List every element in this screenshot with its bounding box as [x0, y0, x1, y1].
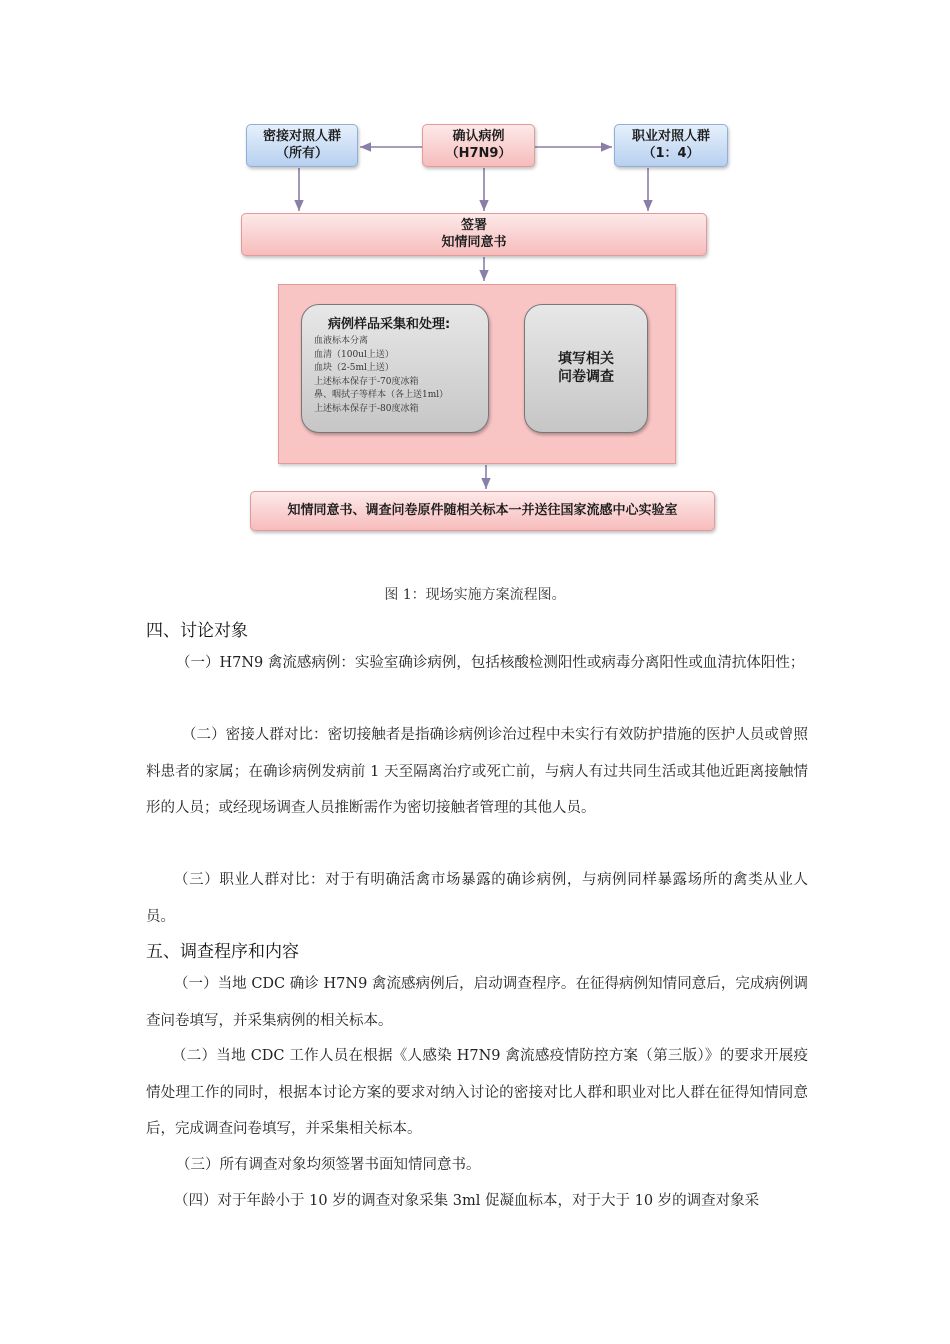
occupational-group-subtitle: （1：4） [642, 145, 700, 161]
confirmed-case-subtitle: （H7N9） [445, 145, 512, 161]
sample-item: 血清（100ul上送） [314, 349, 394, 360]
sample-item: 上述标本保存于-80度冰箱 [314, 403, 419, 414]
sample-processing-title: 病例样品采集和处理: [328, 317, 451, 332]
confirmed-case-box [422, 124, 535, 167]
contacts-group-subtitle: （所有） [275, 145, 328, 161]
figure-caption: 图 1：现场实施方案流程图。 [384, 587, 566, 603]
occupational-group-title: 职业对照人群 [631, 129, 710, 145]
consent-subtitle: 知情同意书 [441, 234, 507, 250]
confirmed-case-title: 确认病例 [452, 129, 505, 145]
contacts-group-box [246, 124, 358, 167]
questionnaire-title: 填写相关 [558, 351, 614, 367]
section-4-paragraph-1: （一）H7N9 禽流感病例：实验室确诊病例，包括核酸检测阳性或病毒分离阳性或血清抗体阳性； [176, 655, 805, 671]
flowchart-arrows [0, 0, 950, 560]
questionnaire-box [524, 304, 648, 433]
section-5-paragraph-1: （一）当地 CDC 确诊 H7N9 禽流感病例后，启动调查程序。在征得病例知情同意后，完成病例调查问卷填写，并采集病例的相关标本。 [146, 976, 808, 1029]
section-4-paragraph-2: （二）密接人群对比：密切接触者是指确诊病例诊治过程中未实行有效防护措施的医护人员或曾照料患者的家属；在确诊病例发病前 1 天至隔离治疗或死亡前，与病人有过共同生活或其他近距离接触情形的人员；或经现场调查人员推断需作为密切接触者管理的其他人员。 [146, 727, 808, 816]
consent-title: 签署 [460, 218, 487, 234]
sample-item: 血液标本分离 [314, 336, 369, 346]
occupational-group-box [614, 124, 728, 167]
sample-processing-box [301, 304, 489, 433]
section-5-paragraph-4: （四）对于年龄小于 10 岁的调查对象采集 3ml 促凝血标本，对于大于 10 岁的调查对象采 [174, 1193, 760, 1209]
sample-item: 上述标本保存于-70度冰箱 [314, 376, 419, 387]
sample-item: 鼻、咽拭子等样本（各上送1ml） [314, 390, 449, 400]
sample-item: 血块（2-5ml上送） [314, 363, 394, 373]
section-5-paragraph-2: （二）当地 CDC 工作人员在根据《人感染 H7N9 禽流感疫情防控方案（第三版）》的要求开展疫情处理工作的同时，根据本讨论方案的要求对纳入讨论的密接对比人群和职业对比人群在征得知情同意后，完成调查问卷填写，并采集相关标本。 [146, 1048, 808, 1137]
section-5-paragraph-3: （三）所有调查对象均须签署书面知情同意书。 [176, 1157, 481, 1173]
final-shipment-text: 知情同意书、调查问卷原件随相关标本一并送往国家流感中心实验室 [287, 502, 678, 518]
final-shipment-box [250, 491, 715, 531]
contacts-group-title: 密接对照人群 [262, 129, 341, 145]
section-4-paragraph-3: （三）职业人群对比：对于有明确活禽市场暴露的确诊病例，与病例同样暴露场所的禽类从业人员。 [146, 872, 808, 925]
section-5-heading: 五、调查程序和内容 [146, 942, 299, 962]
consent-box [241, 213, 707, 256]
questionnaire-subtitle: 问卷调查 [558, 368, 614, 385]
flowchart [0, 0, 950, 560]
section-4-heading: 四、讨论对象 [146, 621, 248, 641]
